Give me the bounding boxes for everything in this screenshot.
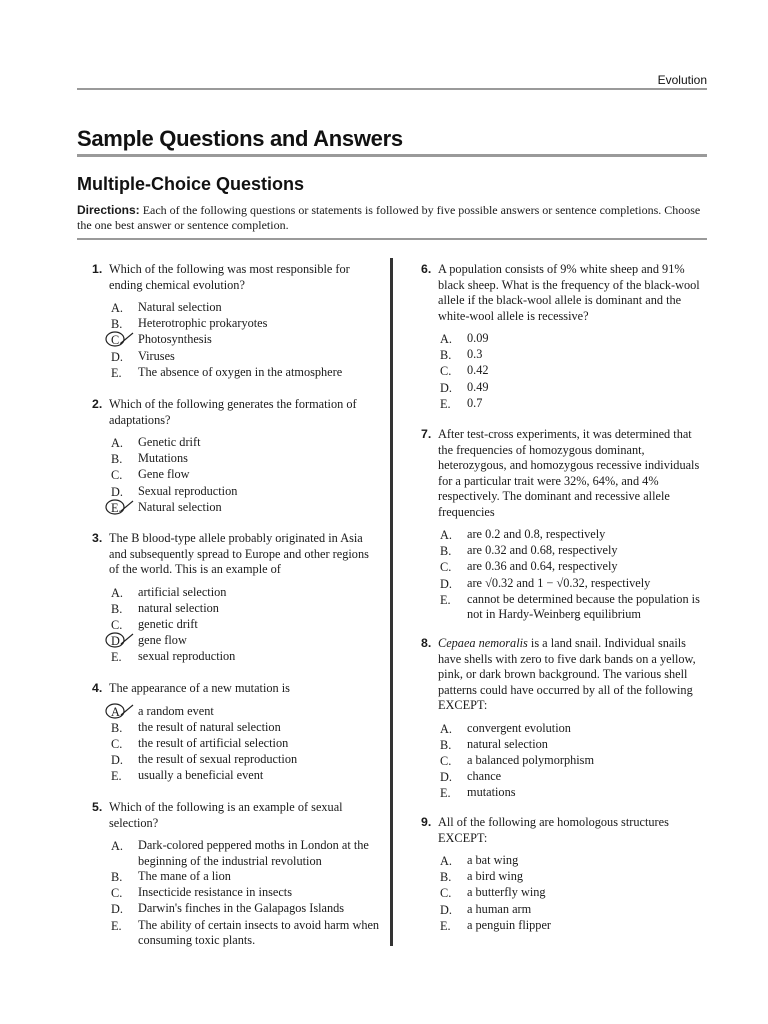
option-letter: A.: [111, 704, 123, 719]
answer-option[interactable]: [111, 451, 383, 467]
column-divider: [390, 258, 393, 946]
option-letter: C.: [111, 736, 123, 751]
answer-options: [440, 527, 712, 623]
option-text: chance: [467, 769, 502, 784]
option-text: convergent evolution: [467, 720, 571, 735]
option-letter: B.: [440, 737, 452, 752]
option-text: a butterfly wing: [467, 885, 546, 900]
option-text: Dark-colored peppered moths in London at the beginning of the industrial revolution: [138, 838, 369, 868]
answer-options: [440, 853, 712, 934]
option-letter: C.: [440, 753, 452, 768]
answer-option[interactable]: [440, 363, 712, 379]
option-text: Photosynthesis: [138, 332, 212, 347]
answer-option[interactable]: [111, 484, 383, 500]
answer-option[interactable]: [111, 617, 383, 633]
answer-option[interactable]: [111, 885, 383, 901]
question-stem: [109, 397, 377, 428]
option-letter: B.: [440, 544, 452, 559]
question-2: [92, 397, 383, 516]
option-text: the result of artificial selection: [138, 735, 289, 750]
option-letter: E.: [111, 500, 122, 515]
question-6: [421, 262, 712, 412]
question-number: 9.: [421, 815, 432, 829]
answer-option[interactable]: [111, 704, 383, 720]
question-number: 6.: [421, 262, 432, 276]
option-text: Insecticide resistance in insects: [138, 885, 292, 900]
question-text: After test-cross experiments, it was determined that the frequencies of homozygous dominant, heterozygous, and homozygous recessive individuals for a particular trait were 32%, 64%, and 4% respectively. The dominant and recessive allele frequencies: [438, 427, 700, 519]
option-text: cannot be determined because the population is not in Hardy-Weinberg equilibrium: [467, 591, 700, 622]
option-text: Heterotrophic prokaryotes: [138, 316, 268, 331]
option-letter: D.: [111, 349, 123, 364]
question-stem: [438, 636, 706, 714]
option-letter: A.: [440, 528, 452, 542]
answer-option[interactable]: [111, 300, 383, 316]
option-text: a human arm: [467, 901, 532, 916]
option-text: The ability of certain insects to avoid harm when consuming toxic plants.: [138, 917, 380, 948]
answer-option[interactable]: [111, 332, 383, 348]
answer-option[interactable]: [111, 601, 383, 617]
handwritten-circle-mark-icon: [103, 329, 139, 349]
question-stem: [109, 800, 377, 831]
option-text: Natural selection: [138, 499, 222, 514]
answer-option[interactable]: [111, 365, 383, 381]
option-text: Mutations: [138, 451, 188, 466]
page-title: Sample Questions and Answers: [77, 126, 403, 151]
option-letter: E.: [440, 396, 451, 411]
answer-option[interactable]: [111, 901, 383, 917]
answer-options: [111, 838, 383, 949]
question-stem: [109, 531, 377, 578]
species-name: Cepaea nemoralis: [438, 636, 528, 650]
option-text: a random event: [138, 703, 214, 718]
option-letter: A.: [440, 854, 452, 868]
option-text: usually a beneficial event: [138, 768, 264, 783]
handwritten-circle-mark-icon: [103, 497, 139, 517]
option-letter: B.: [111, 317, 123, 332]
option-letter: B.: [111, 601, 123, 616]
answer-options: [440, 331, 712, 412]
option-text: a penguin flipper: [467, 917, 552, 932]
question-text: The B blood-type allele probably originated in Asia and subsequently spread to Europe and other regions of the world. This is an example of: [109, 531, 369, 576]
option-letter: E.: [111, 365, 122, 380]
answer-option[interactable]: [440, 721, 712, 737]
option-letter: A.: [111, 585, 123, 600]
question-text: Which of the following was most responsible for ending chemical evolution?: [109, 262, 350, 292]
option-text: 0.3: [467, 347, 483, 362]
answer-option[interactable]: [440, 769, 712, 785]
answer-option[interactable]: [440, 543, 712, 559]
question-text: All of the following are homologous structures EXCEPT:: [438, 815, 669, 845]
directions-text: Each of the following questions or statements is followed by five possible answers or sentence completions. Choose the one best answer or sentence completion.: [77, 203, 701, 232]
answer-option[interactable]: [111, 435, 383, 451]
option-letter: E.: [440, 786, 451, 801]
option-text: 0.49: [467, 379, 489, 394]
answer-option[interactable]: [111, 736, 383, 752]
option-letter: D.: [111, 484, 123, 499]
question-5: [92, 800, 383, 949]
answer-option[interactable]: [440, 902, 712, 918]
answer-option[interactable]: [440, 785, 712, 801]
option-letter: E.: [111, 918, 122, 933]
answer-options: [111, 585, 383, 666]
question-text: Which of the following generates the formation of adaptations?: [109, 397, 357, 427]
directions-rule: [77, 238, 707, 240]
option-letter: E.: [111, 650, 122, 665]
question-3: [92, 531, 383, 666]
answer-option[interactable]: [111, 768, 383, 784]
option-text: genetic drift: [138, 616, 198, 631]
question-text: is a land snail. Individual snails have shells with zero to five dark bands on a yellow, pink, or dark brown background. The various shell patterns could have occurred by all of the following EXCEPT:: [438, 636, 696, 712]
running-header: Evolution: [657, 73, 707, 87]
question-4: [92, 681, 383, 785]
question-text: Which of the following is an example of sexual selection?: [109, 800, 343, 830]
option-letter: C.: [111, 333, 123, 348]
handwritten-circle-mark-icon: [103, 630, 139, 650]
option-letter: A.: [440, 332, 452, 346]
option-letter: D.: [111, 634, 123, 649]
question-text: A population consists of 9% white sheep and 91% black sheep. What is the frequency of the black-wool allele if the black-wool allele is dominant and the white-wool allele is recessive?: [438, 262, 700, 323]
answer-options: [111, 300, 383, 381]
answer-option[interactable]: [111, 500, 383, 516]
answer-option[interactable]: [111, 349, 383, 365]
option-text: mutations: [467, 785, 516, 800]
option-text: Gene flow: [138, 467, 190, 482]
answer-option[interactable]: [440, 869, 712, 885]
question-number: 8.: [421, 636, 432, 650]
question-number: 5.: [92, 800, 103, 814]
option-letter: E.: [440, 918, 451, 933]
answer-option[interactable]: [440, 885, 712, 901]
option-letter: B.: [111, 720, 123, 735]
option-text: The mane of a lion: [138, 869, 231, 883]
option-letter: C.: [111, 617, 123, 632]
answer-option[interactable]: [440, 737, 712, 753]
answer-option[interactable]: [111, 467, 383, 483]
section-title: Multiple-Choice Questions: [77, 174, 305, 194]
option-letter: C.: [440, 560, 452, 575]
answer-option[interactable]: [440, 380, 712, 396]
option-text: sexual reproduction: [138, 649, 236, 664]
answer-option[interactable]: [111, 869, 383, 885]
option-text: are 0.2 and 0.8, respectively: [467, 527, 606, 541]
option-text: the result of sexual reproduction: [138, 752, 298, 767]
option-text: Natural selection: [138, 300, 222, 314]
option-letter: A.: [111, 839, 123, 853]
directions: [77, 203, 709, 233]
option-letter: B.: [111, 452, 123, 467]
option-text: a bat wing: [467, 853, 519, 867]
question-number: 4.: [92, 681, 103, 695]
answer-option[interactable]: [111, 918, 383, 949]
option-text: are 0.36 and 0.64, respectively: [467, 559, 618, 574]
option-letter: D.: [440, 380, 452, 395]
option-letter: B.: [440, 348, 452, 363]
answer-option[interactable]: [111, 633, 383, 649]
option-text: Viruses: [138, 348, 175, 363]
answer-options: [440, 721, 712, 802]
answer-option[interactable]: [440, 331, 712, 347]
question-stem: [438, 262, 706, 324]
answer-option[interactable]: [440, 853, 712, 869]
answer-option[interactable]: [440, 576, 712, 592]
option-text: are 0.32 and 0.68, respectively: [467, 543, 618, 558]
option-letter: D.: [440, 576, 452, 591]
option-letter: E.: [440, 592, 451, 607]
answer-option[interactable]: [440, 347, 712, 363]
option-text: gene flow: [138, 633, 187, 648]
answer-option[interactable]: [440, 527, 712, 543]
option-text: The absence of oxygen in the atmosphere: [138, 364, 343, 379]
question-8: [421, 636, 712, 802]
option-letter: C.: [111, 886, 123, 901]
answer-option[interactable]: [440, 592, 712, 623]
option-letter: A.: [440, 721, 452, 736]
option-letter: D.: [440, 902, 452, 917]
option-letter: B.: [111, 870, 123, 884]
option-letter: C.: [440, 886, 452, 901]
answer-option[interactable]: [111, 316, 383, 332]
option-letter: C.: [111, 468, 123, 483]
answer-option[interactable]: [440, 918, 712, 934]
answer-option[interactable]: [440, 396, 712, 412]
option-letter: E.: [111, 769, 122, 784]
option-text: 0.09: [467, 331, 489, 345]
question-text: The appearance of a new mutation is: [109, 681, 290, 695]
option-text: a balanced polymorphism: [467, 752, 595, 767]
question-stem: [109, 262, 377, 293]
option-text: artificial selection: [138, 584, 227, 599]
option-text: natural selection: [138, 600, 219, 615]
question-number: 2.: [92, 397, 103, 411]
answer-option[interactable]: [111, 585, 383, 601]
answer-option[interactable]: [111, 720, 383, 736]
option-text: natural selection: [467, 736, 548, 751]
option-text: Darwin's finches in the Galapagos Islands: [138, 901, 345, 916]
answer-options: [111, 435, 383, 516]
option-letter: D.: [111, 902, 123, 917]
option-letter: A.: [111, 301, 123, 315]
question-number: 3.: [92, 531, 103, 545]
answer-options: [111, 704, 383, 785]
handwritten-circle-mark-icon: [103, 701, 139, 721]
option-text: are √0.32 and 1 − √0.32, respectively: [467, 575, 651, 590]
question-stem: [438, 427, 706, 520]
answer-option[interactable]: [111, 838, 383, 869]
answer-option[interactable]: [111, 649, 383, 665]
option-text: a bird wing: [467, 869, 524, 884]
question-9: [421, 815, 712, 934]
question-1: [92, 262, 383, 381]
answer-option[interactable]: [111, 752, 383, 768]
option-text: the result of natural selection: [138, 719, 281, 734]
option-text: Sexual reproduction: [138, 483, 238, 498]
question-stem: [109, 681, 377, 697]
option-letter: D.: [440, 770, 452, 785]
option-letter: B.: [440, 870, 452, 885]
title-rule: [77, 154, 707, 157]
option-letter: C.: [440, 364, 452, 379]
option-text: 0.42: [467, 363, 489, 378]
question-stem: [438, 815, 706, 846]
option-letter: A.: [111, 436, 123, 450]
question-7: [421, 427, 712, 623]
directions-label: Directions:: [77, 203, 140, 217]
option-letter: D.: [111, 753, 123, 768]
question-number: 1.: [92, 262, 103, 276]
option-text: Genetic drift: [138, 435, 201, 449]
header-rule: [77, 88, 707, 90]
question-number: 7.: [421, 427, 432, 441]
answer-option[interactable]: [440, 559, 712, 575]
option-text: 0.7: [467, 395, 483, 410]
answer-option[interactable]: [440, 753, 712, 769]
